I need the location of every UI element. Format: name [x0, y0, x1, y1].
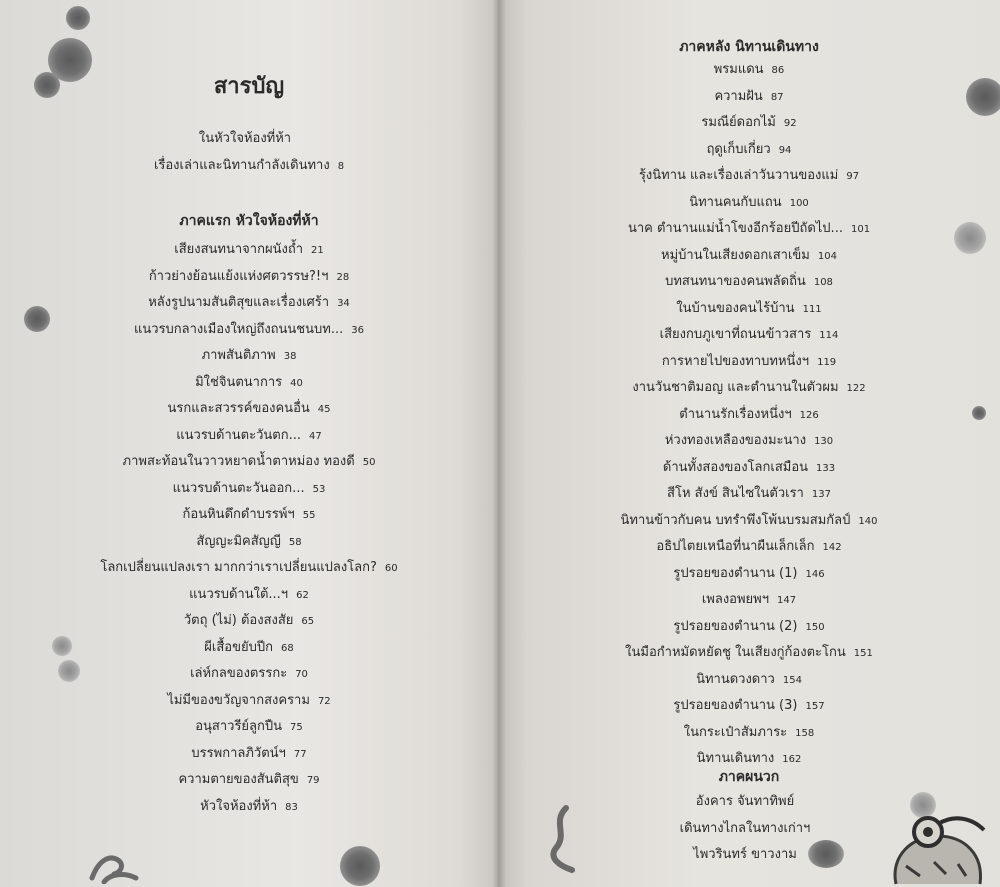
toc-entry-title: ฤดูเก็บเกี่ยว [706, 141, 771, 157]
toc-entry-title: งานวันชาติมอญ และตำนานในตัวผม [632, 380, 839, 395]
toc-entry-page: 36 [351, 324, 364, 336]
toc-entry [0, 688, 498, 715]
toc-entry-page: 60 [384, 563, 398, 574]
toc-entry [0, 317, 498, 344]
toc-entry [0, 529, 498, 556]
toc-entry-title: ห่วงทองเหลืองของมะนาง [664, 433, 807, 448]
toc-entry [498, 375, 1000, 402]
toc-entry [498, 269, 1000, 296]
toc-entry-page: 47 [309, 430, 322, 442]
toc-entry [0, 370, 498, 397]
toc-entry-page: 151 [853, 648, 873, 659]
toc-entry-title: สีโห สังข์ สินไซในตัวเรา [667, 486, 804, 501]
toc-entry [498, 534, 1000, 561]
toc-entry-page: 122 [846, 383, 866, 394]
toc-entry [0, 767, 498, 794]
toc-entry [0, 343, 498, 370]
toc-entry [498, 667, 1000, 694]
toc-entry-title: หมู่บ้านในเสียงดอกเสาเข็ม [661, 247, 810, 263]
part1-title: ภาคแรก หัวใจห้องที่ห้า [179, 213, 319, 229]
toc-entry [0, 476, 498, 503]
toc-entry-title: พรมแดน [713, 62, 764, 77]
toc-entry-page: 154 [782, 674, 802, 686]
toc-entry-page: 114 [819, 330, 839, 341]
toc-entry [498, 587, 1000, 614]
toc-entry [0, 290, 498, 317]
toc-entry-page: 111 [802, 303, 822, 315]
bird-sketch-icon [84, 838, 144, 884]
book-gutter [492, 0, 506, 887]
ink-blot [340, 846, 380, 886]
toc-entry-title: เสียงกบภูเขาที่ถนนข้าวสาร [659, 327, 812, 342]
toc-entry [498, 789, 1000, 816]
toc-entry-title: เพลงอพยพฯ [701, 592, 770, 607]
toc-entry-title: รมณีย์ดอกไม้ [701, 115, 776, 130]
toc-entry-page: 38 [283, 351, 297, 362]
toc-entry-page: 92 [783, 118, 797, 129]
toc-entry-title: เสียงสนทนาจากผนังถ้ำ [174, 242, 303, 257]
intro-list [0, 126, 498, 179]
toc-entry-title: อังคาร จันทาทิพย์ [695, 794, 795, 809]
toc-entry [0, 582, 498, 609]
toc-entry-page: 119 [817, 356, 837, 368]
toc-entry-page: 75 [290, 722, 303, 733]
toc-entry-title: ความตายของสันติสุข [178, 772, 299, 787]
toc-entry [498, 508, 1000, 535]
toc-entry-title: เดินทางไกลในทางเก่าฯ [679, 820, 811, 836]
toc-entry-page: 162 [782, 754, 802, 765]
toc-entry-title: นิทานเดินทาง [696, 751, 775, 766]
toc-entry-page: 83 [285, 801, 298, 813]
toc-entry-title: รูปรอยของตำนาน (3) [673, 698, 798, 713]
toc-entry [498, 137, 1000, 164]
toc-entry [498, 57, 1000, 84]
toc-entry [0, 264, 498, 291]
toc-entry-title: ไม่มีของขวัญจากสงคราม [167, 692, 310, 708]
toc-entry [498, 481, 1000, 508]
toc-entry-page: 28 [336, 271, 350, 283]
toc-entry [498, 428, 1000, 455]
toc-entry [498, 842, 1000, 869]
toc-title: สารบัญ [213, 73, 285, 99]
toc-entry-title: เล่ห์กลของตรรกะ [190, 666, 288, 681]
toc-entry-page: 86 [771, 65, 785, 76]
appendix-list [498, 789, 1000, 869]
toc-entry-title: ภาพสันติภาพ [201, 348, 276, 363]
toc-entry-page: 65 [301, 616, 315, 627]
toc-entry-page: 104 [817, 250, 837, 262]
toc-entry-title: ความฝัน [714, 88, 763, 104]
toc-entry-page: 140 [858, 515, 878, 527]
toc-entry [498, 720, 1000, 747]
toc-entry [0, 661, 498, 688]
toc-entry-title: ก้าวย่างย้อนแย้งแห่งศตวรรษ?!ฯ [148, 268, 329, 284]
toc-entry-title: หัวใจห้องที่ห้า [200, 798, 278, 814]
toc-entry-page: 72 [317, 695, 331, 707]
toc-entry [498, 614, 1000, 641]
toc-entry-page: 53 [312, 483, 326, 495]
toc-entry-title: ภาพสะท้อนในวาวหยาดน้ำตาหม่อง ทองดี [122, 454, 355, 469]
toc-entry-title: การหายไปของทาบทหนึ่งฯ [661, 353, 810, 369]
toc-entry [498, 163, 1000, 190]
toc-entry [498, 216, 1000, 243]
toc-entry [498, 693, 1000, 720]
toc-entry-title: นิทานคนกับแถน [689, 194, 782, 210]
toc-entry [498, 349, 1000, 376]
toc-entry-page: 55 [302, 510, 316, 521]
toc-entry-title: นรกและสวรรค์ของคนอื่น [167, 401, 310, 416]
toc-entry [498, 296, 1000, 323]
toc-entry [0, 396, 498, 423]
toc-entry-page: 77 [293, 748, 307, 760]
toc-entry-page: 100 [789, 197, 809, 209]
toc-entry-title: โลกเปลี่ยนแปลงเรา มากกว่าเราเปลี่ยนแปลงโลก? [100, 560, 377, 575]
toc-entry-title: ในหัวใจห้องที่ห้า [198, 131, 292, 146]
toc-entry-title: ผีเสื้อขยับปีก [204, 639, 273, 655]
toc-entry-title: ด้านทั้งสองของโลกเสมือน [662, 459, 809, 475]
toc-entry-page: 126 [799, 409, 819, 421]
toc-entry [498, 455, 1000, 482]
toc-entry-title: รุ้งนิทาน และเรื่องเล่าวันวานของแม่ [638, 168, 839, 183]
toc-entry-title: บรรพกาลภิวัตน์ฯ [191, 745, 286, 761]
right-page [498, 0, 1000, 887]
toc-entry-title: แนวรบด้านใต้...ฯ [189, 586, 289, 602]
toc-entry-page: 150 [805, 621, 825, 633]
toc-entry-title: ในบ้านของคนไร้บ้าน [676, 300, 795, 316]
toc-entry [0, 502, 498, 529]
toc-entry-page: 108 [813, 277, 833, 288]
toc-entry [0, 449, 498, 476]
toc-entry [498, 561, 1000, 588]
toc-entry-title: รูปรอยของตำนาน (1) [673, 565, 798, 581]
toc-entry [498, 640, 1000, 667]
toc-entry-page: 79 [306, 775, 320, 786]
toc-entry-title: รูปรอยของตำนาน (2) [673, 618, 798, 634]
toc-entry-title: ก้อนหินดึกดำบรรพ์ฯ [182, 507, 295, 522]
toc-entry-title: นิทานข้าวกับคน บทรำพึงโพ้นบรมสมกัลป์ [620, 512, 851, 528]
toc-entry-page: 50 [362, 457, 376, 468]
toc-entry [0, 794, 498, 821]
toc-entry-title: อนุสาวรีย์ลูกปืน [195, 719, 283, 734]
toc-entry-title: ในมือกำหมัดหยัดชู ในเสียงกู่ก้องตะโกน [625, 645, 846, 660]
toc-entry-page: 58 [288, 536, 302, 548]
toc-entry-page: 94 [778, 144, 792, 156]
toc-entry-title: สัญญะมิคสัญญี [196, 533, 281, 549]
toc-entry [0, 423, 498, 450]
toc-entry [498, 190, 1000, 217]
toc-entry-page: 40 [290, 377, 303, 389]
toc-entry [0, 608, 498, 635]
toc-entry-page: 158 [795, 727, 815, 739]
toc-entry [498, 816, 1000, 843]
ink-blot [66, 6, 90, 30]
appendix-title: ภาคผนวก [718, 769, 780, 785]
toc-entry [498, 243, 1000, 270]
toc-entry-page: 147 [777, 595, 797, 606]
toc-entry-page: 137 [811, 489, 831, 500]
toc-entry-title: อธิปไตยเหนือที่นาผืนเล็กเล็ก [656, 539, 815, 554]
toc-entry-page: 62 [296, 589, 309, 601]
toc-entry-page: 157 [805, 701, 825, 712]
toc-entry [0, 741, 498, 768]
toc-entry-title: นิทานดวงดาว [696, 671, 775, 687]
toc-entry-page: 70 [295, 669, 308, 680]
toc-entry [0, 153, 498, 180]
left-page [0, 0, 498, 887]
toc-entry-page: 146 [805, 568, 825, 580]
toc-entry-title: นาค ตำนานแม่น้ำโขงอีกร้อยปีถัดไป... [627, 221, 843, 236]
toc-entry [0, 237, 498, 264]
toc-entry-title: แนวรบด้านตะวันออก... [172, 480, 305, 496]
part2-list [498, 57, 1000, 773]
toc-entry-page: 87 [770, 91, 784, 103]
toc-entry [498, 110, 1000, 137]
toc-entry-title: แนวรบกลางเมืองใหญ่ถึงถนนชนบท... [134, 321, 344, 337]
toc-entry-page: 8 [337, 160, 345, 172]
toc-entry-title: ในกระเป๋าสัมภาระ [683, 724, 788, 740]
toc-entry-page: 133 [816, 462, 836, 474]
toc-entry-title: บทสนทนาของคนพลัดถิ่น [665, 274, 806, 289]
toc-entry-page: 130 [814, 436, 834, 447]
toc-entry-title: ไพวรินทร์ ขาวงาม [693, 847, 797, 862]
part1-list [0, 237, 498, 820]
toc-entry [498, 84, 1000, 111]
part2-title: ภาคหลัง นิทานเดินทาง [679, 39, 819, 55]
toc-entry-page: 97 [846, 171, 860, 182]
toc-entry-title: วัตถุ (ไม่) ต้องสงสัย [183, 613, 294, 628]
toc-entry-page: 34 [337, 298, 350, 309]
toc-entry-title: หลังรูปนามสันติสุขและเรื่องเศร้า [148, 295, 330, 310]
toc-entry-title: ตำนานรักเรื่องหนึ่งฯ [679, 406, 792, 422]
toc-entry [498, 322, 1000, 349]
toc-entry [0, 714, 498, 741]
toc-entry-page: 101 [850, 224, 871, 235]
toc-entry-page: 142 [822, 542, 842, 553]
toc-entry-page: 45 [317, 404, 331, 415]
toc-entry [498, 402, 1000, 429]
toc-entry [0, 635, 498, 662]
toc-entry [0, 126, 498, 153]
toc-entry-title: เรื่องเล่าและนิทานกำลังเดินทาง [153, 157, 330, 173]
toc-entry-page: 21 [311, 245, 324, 256]
toc-entry-page: 68 [280, 642, 294, 654]
toc-entry-title: มิใช่จินตนาการ [195, 374, 283, 390]
toc-entry-title: แนวรบด้านตะวันตก... [176, 427, 302, 443]
toc-entry [0, 555, 498, 582]
